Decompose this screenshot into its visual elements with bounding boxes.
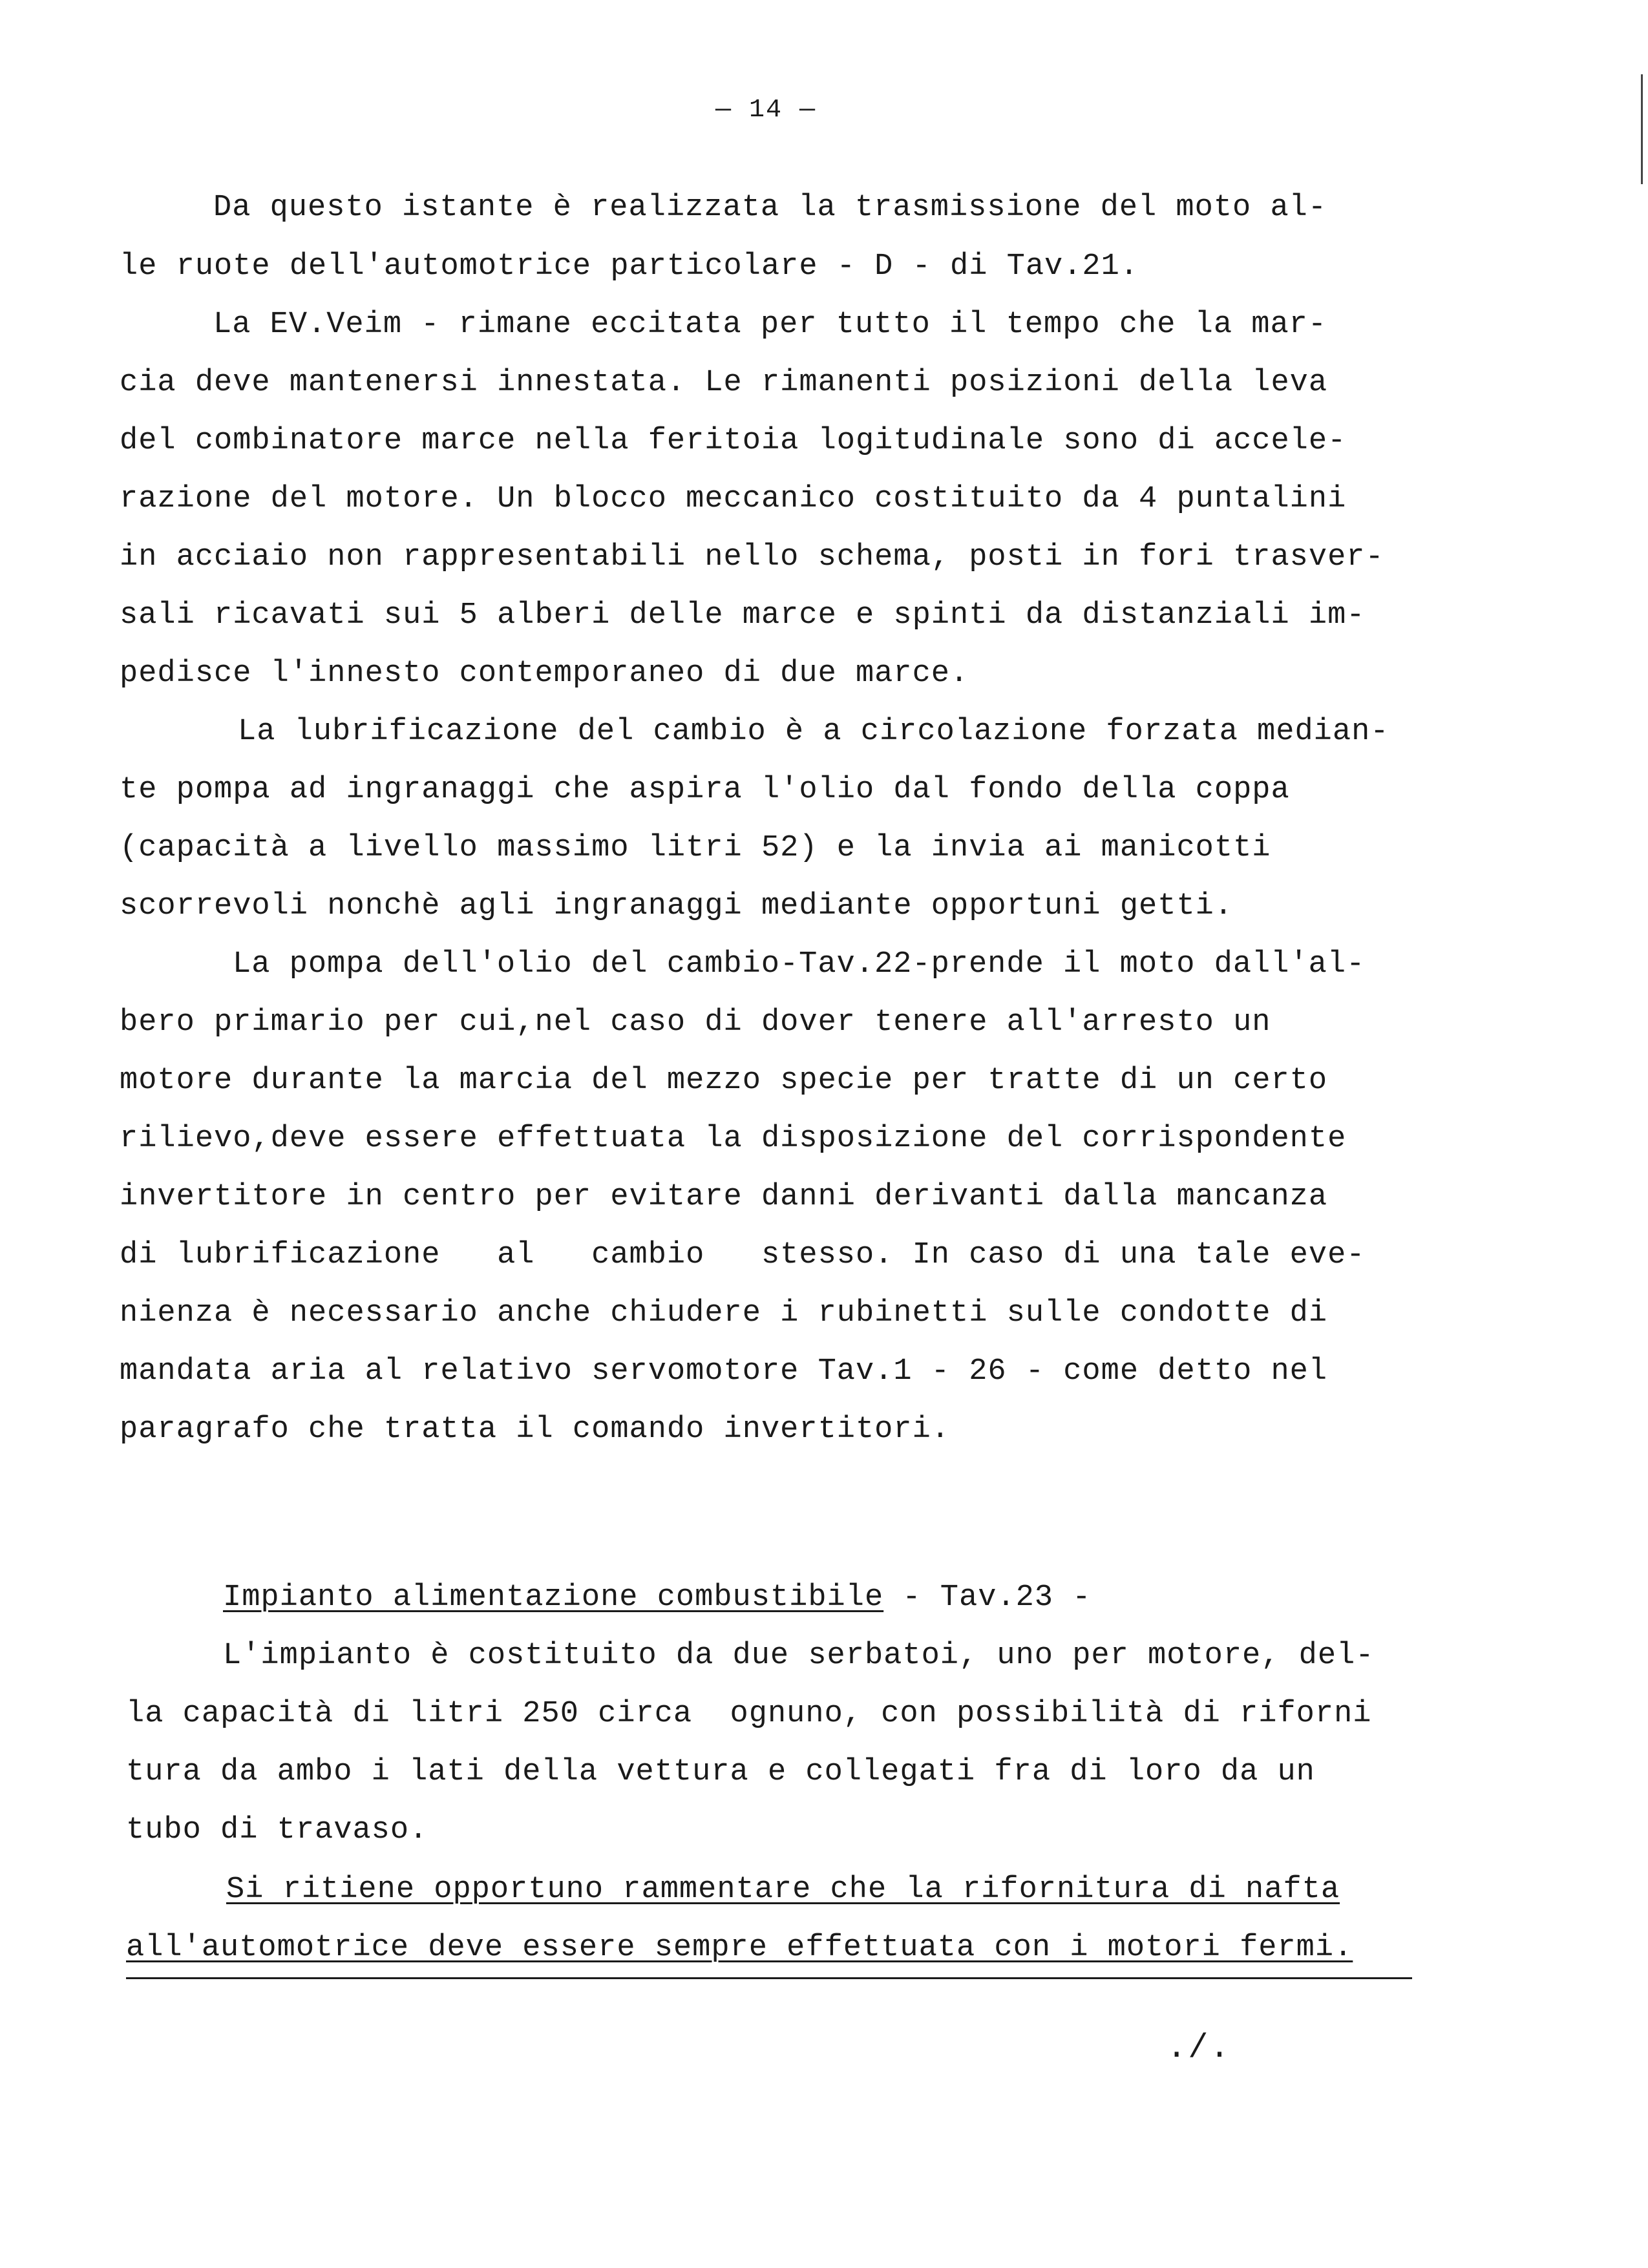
section-line: la capacità di litri 250 circa ognuno, con possibilità di riforni xyxy=(126,1697,1372,1731)
body-line: razione del motore. Un blocco meccanico costituito da 4 puntalini xyxy=(120,482,1347,516)
section-heading-row xyxy=(223,1579,1091,1617)
body-line: (capacità a livello massimo litri 52) e la invia ai manicotti xyxy=(120,831,1271,865)
section-line: L'impianto è costituito da due serbatoi, uno per motore, del- xyxy=(223,1639,1375,1673)
section-reference: - Tav.23 - xyxy=(883,1580,1092,1615)
body-line: pedisce l'innesto contemporaneo di due marce. xyxy=(120,656,969,691)
body-line: bero primario per cui,nel caso di dover tenere all'arresto un xyxy=(120,1005,1271,1040)
body-line: paragrafo che tratta il comando invertitori. xyxy=(120,1412,951,1447)
closing-mark: ./. xyxy=(1167,2029,1231,2067)
section-line: tura da ambo i lati della vettura e collegati fra di loro da un xyxy=(126,1755,1315,1789)
body-line: sali ricavati sui 5 alberi delle marce e spinti da distanziali im- xyxy=(120,598,1366,633)
body-line: mandata aria al relativo servomotore Tav.1 - 26 - come detto nel xyxy=(120,1354,1328,1389)
body-line: te pompa ad ingranaggi che aspira l'olio dal fondo della coppa xyxy=(120,773,1290,807)
page-edge-mark xyxy=(1641,74,1643,184)
note-line: all'automotrice deve essere sempre effettuata con i motori fermi. xyxy=(126,1931,1353,1965)
body-line: nienza è necessario anche chiudere i rubinetti sulle condotte di xyxy=(120,1296,1328,1330)
body-line: scorrevoli nonchè agli ingranaggi mediante opportuni getti. xyxy=(120,889,1234,923)
note-double-underline xyxy=(126,1977,1412,1979)
body-line: La lubrificazione del cambio è a circolazione forzata median- xyxy=(238,715,1389,749)
body-line: di lubrificazione al cambio stesso. In caso di una tale eve- xyxy=(120,1238,1366,1272)
body-line: le ruote dell'automotrice particolare - D - di Tav.21. xyxy=(120,249,1139,284)
page-number: — 14 — xyxy=(715,96,817,125)
body-line: del combinatore marce nella feritoia logitudinale sono di accele- xyxy=(120,424,1347,458)
body-line: cia deve mantenersi innestata. Le rimanenti posizioni della leva xyxy=(120,366,1328,400)
body-line: La pompa dell'olio del cambio-Tav.22-prende il moto dall'al- xyxy=(233,947,1366,982)
section-heading: Impianto alimentazione combustibile xyxy=(223,1580,884,1615)
body-line: Da questo istante è realizzata la trasmissione del moto al- xyxy=(213,191,1327,225)
note-line: Si ritiene opportuno rammentare che la rifornitura di nafta xyxy=(226,1873,1340,1907)
body-line: La EV.Veim - rimane eccitata per tutto il tempo che la mar- xyxy=(213,308,1327,342)
body-line: invertitore in centro per evitare danni derivanti dalla mancanza xyxy=(120,1180,1328,1214)
body-line: rilievo,deve essere effettuata la disposizione del corrispondente xyxy=(120,1122,1347,1156)
section-line: tubo di travaso. xyxy=(126,1813,428,1847)
body-line: in acciaio non rappresentabili nello schema, posti in fori trasver- xyxy=(120,540,1384,574)
body-line: motore durante la marcia del mezzo specie per tratte di un certo xyxy=(120,1064,1328,1098)
